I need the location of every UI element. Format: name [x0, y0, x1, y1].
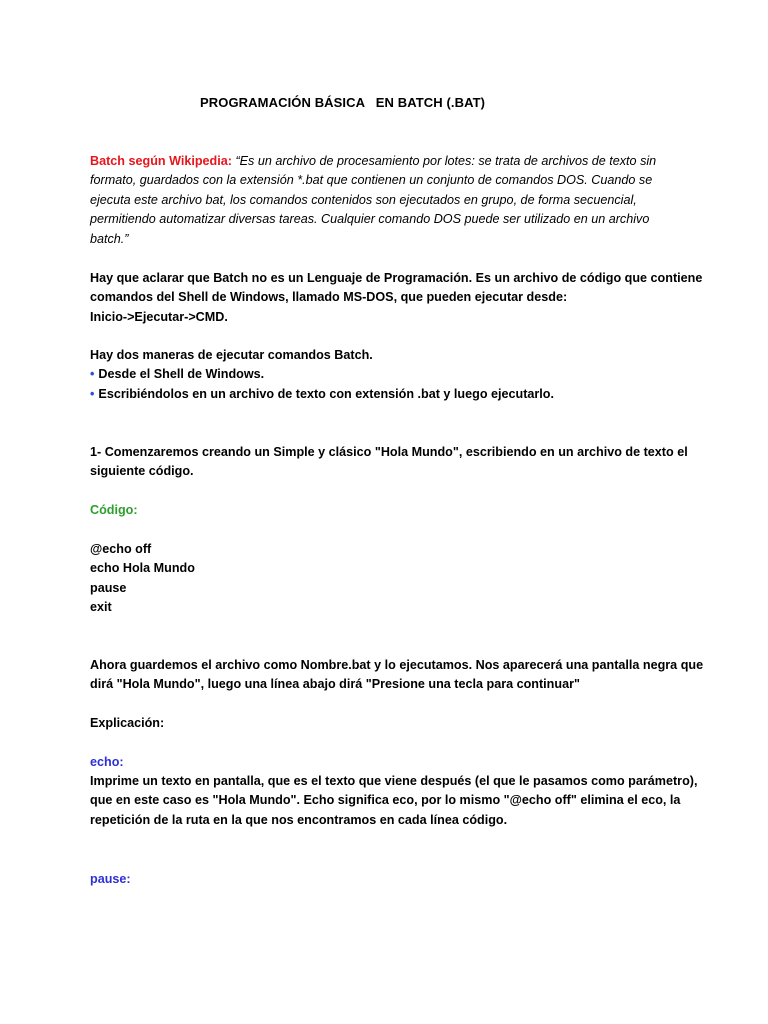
bullet-icon: • [90, 367, 95, 382]
echo-line: repetición de la ruta en la que nos encontramos en cada línea código. [90, 812, 508, 827]
explanation-label: Explicación: [90, 716, 165, 730]
step-1-line: siguiente código. [90, 464, 194, 479]
echo-explanation [90, 772, 698, 830]
code-line: @echo off [90, 542, 152, 556]
ways-section [90, 346, 670, 404]
list-item-text: Escribiéndolos en un archivo de texto con extensión .bat y luego ejecutarlo. [98, 386, 554, 401]
save-line: dirá "Hola Mundo", luego una línea abajo dirá "Presione una tecla para continuar" [90, 677, 580, 692]
step-1-line: 1- Comenzaremos creando un Simple y clásico "Hola Mundo", escribiendo en un archivo de texto el [90, 445, 688, 459]
wikipedia-quote-line: permitiendo automatizar diversas tareas. Cualquier comando DOS puede ser utilizado en un archivo [90, 212, 650, 227]
wikipedia-quote-line: formato, guardados con la extensión *.bat que contienen un conjunto de comandos DOS. Cuando se [90, 173, 653, 188]
save-paragraph [90, 656, 704, 695]
intro-line: Inicio->Ejecutar->CMD. [90, 309, 228, 324]
code-line: pause [90, 580, 127, 595]
ways-heading: Hay dos maneras de ejecutar comandos Batch. [90, 348, 373, 362]
wikipedia-label: Batch según Wikipedia: [90, 154, 232, 168]
wikipedia-quote-line: “Es un archivo de procesamiento por lotes: se trata de archivos de texto sin [235, 154, 657, 168]
code-block [90, 540, 670, 618]
echo-line: Imprime un texto en pantalla, que es el texto que viene después (el que le pasamos como parámetro), [90, 774, 698, 788]
list-item [90, 385, 670, 404]
list-item [90, 365, 670, 384]
intro-paragraph [90, 269, 703, 327]
pause-label: pause: [90, 872, 131, 886]
code-line: echo Hola Mundo [90, 561, 195, 576]
bullet-icon: • [90, 386, 95, 401]
save-line: Ahora guardemos el archivo como Nombre.bat y lo ejecutamos. Nos aparecerá una pantalla negra que [90, 658, 704, 672]
list-item-text: Desde el Shell de Windows. [98, 367, 265, 382]
code-line: exit [90, 600, 112, 615]
wikipedia-quote-line: batch.” [90, 231, 129, 246]
document-title: PROGRAMACIÓN BÁSICA EN BATCH (.BAT) [200, 95, 486, 110]
wikipedia-quote-line: ejecuta este archivo bat, los comandos contenidos son ejecutados en grupo, de forma secuencial, [90, 192, 637, 207]
echo-label: echo: [90, 755, 124, 769]
code-label: Código: [90, 503, 138, 517]
intro-line: Hay que aclarar que Batch no es un Lenguaje de Programación. Es un archivo de código que contiene [90, 271, 703, 285]
step-1-paragraph [90, 443, 688, 482]
echo-line: que en este caso es "Hola Mundo". Echo significa eco, por lo mismo "@echo off" elimina el eco, la [90, 793, 681, 808]
intro-line: comandos del Shell de Windows, llamado MS-DOS, que pueden ejecutar desde: [90, 290, 568, 305]
wikipedia-definition [90, 152, 670, 249]
